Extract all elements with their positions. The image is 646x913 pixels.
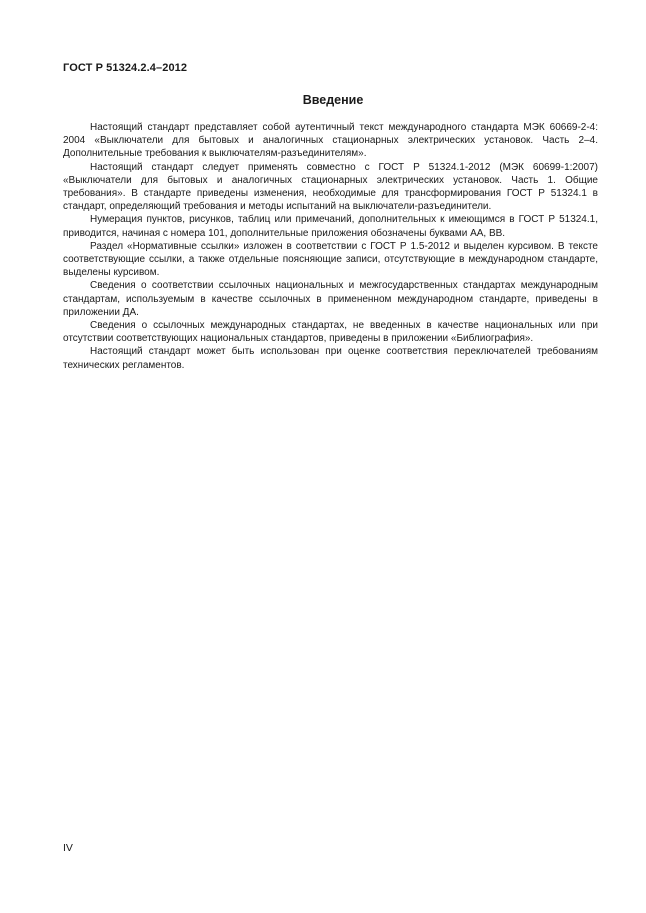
- introduction-body: [63, 121, 598, 372]
- paragraph-1: Настоящий стандарт представляет собой аутентичный текст международного стандарта МЭК 60669-2-4: 2004 «Выключатели для бытовых и аналогичных стационарных электрических установок. Часть 2–4. Дополнительные требования к выключателям-разъединителям».: [63, 122, 598, 160]
- paragraph-5: Сведения о соответствии ссылочных национальных и межгосударственных стандартах международным стандартам, используемым в качестве ссылочных в примененном международном стандарте, приведены в приложении ДА.: [63, 280, 598, 318]
- document-header: ГОСТ Р 51324.2.4–2012: [63, 62, 188, 74]
- paragraph-6: Сведения о ссылочных международных стандартах, не введенных в качестве национальных или при отсутствии соответствующих национальных стандартов, приведены в приложении «Библиография».: [63, 320, 598, 345]
- page-number: IV: [63, 842, 73, 854]
- paragraph-4: Раздел «Нормативные ссылки» изложен в соответствии с ГОСТ Р 1.5-2012 и выделен курсивом. В тексте соответствующие ссылки, а также отдельные поясняющие записи, отсутствующие в международном стандарте, выделены курсивом.: [63, 240, 598, 279]
- paragraph-3: Нумерация пунктов, рисунков, таблиц или примечаний, дополнительных к имеющимся в ГОСТ Р 51324.1, приводится, начиная с номера 101, дополнительные приложения обозначены буквами АА, ВВ.: [63, 214, 598, 239]
- paragraph-2: Настоящий стандарт следует применять совместно с ГОСТ Р 51324.1-2012 (МЭК 60699-1:2007) «Выключатели для бытовых и аналогичных стационарных электрических установок. Часть 1. Общие требования». В стандарте приведены изменения, необходимые для трансформирования ГОСТ Р 51324.1 в стандарт, определяющий требования и методы испытаний на выключатели-разъединители.: [63, 161, 598, 213]
- paragraph-7: Настоящий стандарт может быть использован при оценке соответствия переключателей требованиям технических регламентов.: [63, 346, 598, 371]
- section-title: Введение: [302, 93, 364, 107]
